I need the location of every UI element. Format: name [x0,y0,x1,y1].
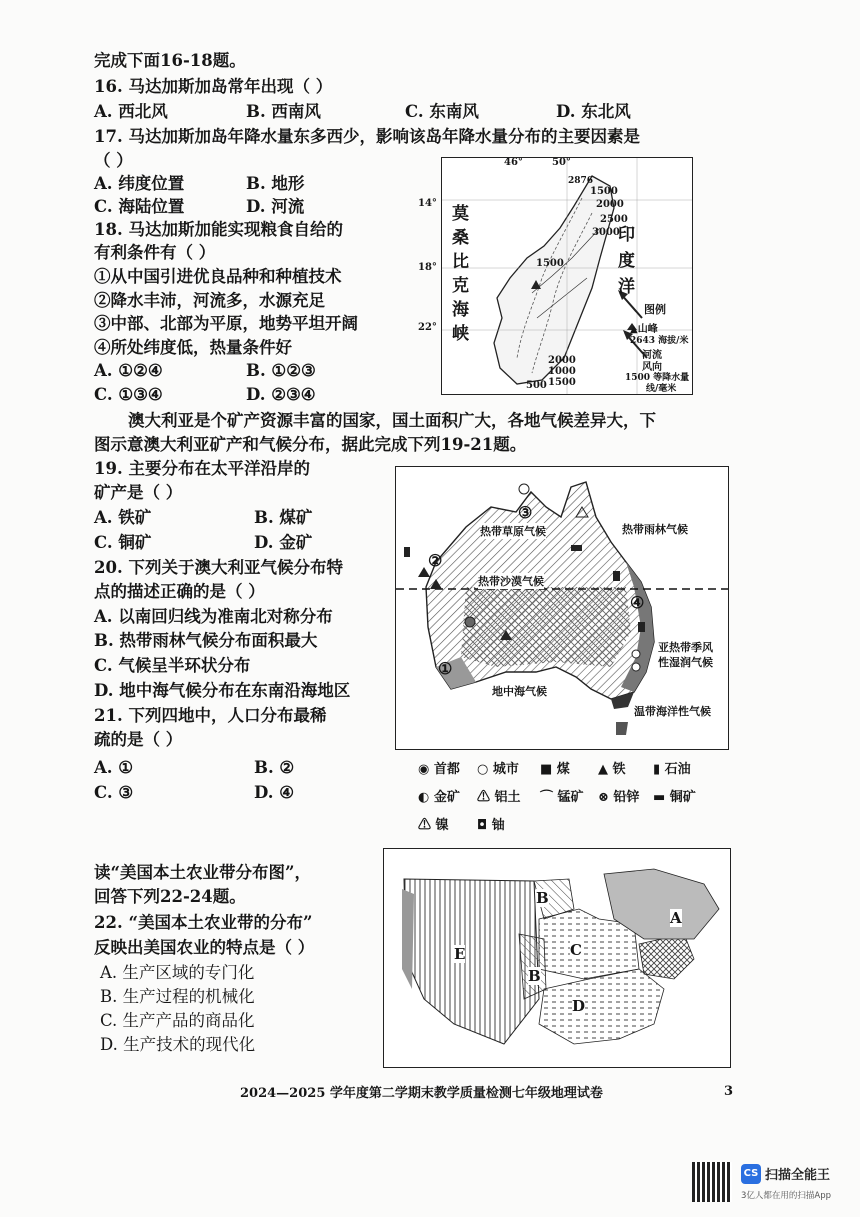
isohyet-label: 2000 [596,199,624,210]
scanner-app-name: 扫描全能王 [765,1168,831,1183]
page-number: 3 [724,1084,734,1099]
zone-label-b: B [536,889,549,907]
legend-manganese: ⌒ 锰矿 [540,790,584,805]
copper-icon [571,545,582,551]
climate-label: 热带草原气候 [480,525,546,538]
marker-2: ② [428,551,443,570]
qr-code-icon [692,1162,732,1202]
option: D. 生产技术的现代化 [100,1035,256,1054]
city-icon [632,663,640,671]
oil-icon [404,547,410,557]
option: C. 海陆位置 [94,197,185,216]
coal-icon [613,571,620,581]
question-19-b: 矿产是（ ） [94,483,183,502]
option: D. 金矿 [254,533,313,552]
legend-item: 2643 海拔/米 [630,336,689,346]
coal-icon [638,622,645,632]
question-18: 18. 马达加斯加能实现粮食自给的 [94,220,343,239]
question-17-paren: （ ） [94,151,133,170]
option: D. 东北风 [556,102,631,121]
question-18-b: 有利条件有（ ） [94,243,216,262]
option: D. 河流 [246,197,305,216]
lat-label: 14° [418,198,437,209]
desert-zone [461,587,631,667]
coast-zone [402,889,414,989]
option: C. 铜矿 [94,533,152,552]
capital-icon [632,650,640,658]
question-20: 20. 下列关于澳大利亚气候分布特 [94,558,343,577]
option: B. ② [254,758,295,777]
legend-iron: ▲ 铁 [598,762,626,777]
statement: ③中部、北部为平原，地势平坦开阔 [94,314,358,333]
option: A. 铁矿 [94,508,152,527]
climate-label: 温带海洋性气候 [634,705,711,718]
legend-nickel: ⚠ 镍 [418,818,449,833]
isohyet-label: 2000 [548,355,576,366]
legend-title: 图例 [644,303,666,316]
question-19: 19. 主要分布在太平洋沿岸的 [94,459,310,478]
zone-e [404,879,539,1044]
option: B. 生产过程的机械化 [100,987,255,1006]
option: A. ① [94,758,134,777]
strait-label: 莫桑比克海峡 [452,204,469,344]
marker-4: ④ [630,593,645,612]
intro-paragraph: 澳大利亚是个矿产资源丰富的国家，国土面积广大，各地气候差异大，下 [128,411,656,430]
option: A. ①②④ [94,361,163,380]
lon-label: 46° [504,157,523,168]
usa-svg [384,849,730,1067]
option: B. 地形 [246,174,305,193]
zone-label-b: B [528,967,541,985]
usa-map [383,848,731,1068]
zone-label-c: C [570,941,582,959]
legend-leadzinc: ⊗ 铅锌 [598,790,640,805]
isohyet-label: 1500 [590,186,618,197]
intro-4: 回答下列22-24题。 [94,887,246,906]
scanner-logo-icon: CS [741,1164,761,1184]
zone-label-a: A [670,909,682,927]
option: A. 纬度位置 [94,174,185,193]
option: C. 气候呈半环状分布 [94,656,251,675]
option: D. ②③④ [246,385,316,404]
intro-3: 读“美国本土农业带分布图”， [94,863,311,882]
option: C. 生产产品的商品化 [100,1011,255,1030]
statement: ④所处纬度低，热量条件好 [94,338,292,357]
option: B. 热带雨林气候分布面积最大 [94,631,318,650]
legend-coal: ■ 煤 [540,762,570,777]
intro-paragraph: 图示意澳大利亚矿产和气候分布，据此完成下列19-21题。 [94,435,527,454]
legend-item: 河流 [642,350,662,361]
question-17: 17. 马达加斯加岛年降水量东多西少，影响该岛年降水量分布的主要因素是 [94,127,640,146]
legend-oil: ▮ 石油 [653,762,691,777]
lat-label: 18° [418,262,437,273]
option: A. 西北风 [94,102,168,121]
marker-1: ① [438,659,453,678]
option: B. 煤矿 [254,508,313,527]
option: D. ④ [254,783,295,802]
option: C. ①③④ [94,385,163,404]
legend-gold: ◐ 金矿 [418,790,460,805]
option: B. 西南风 [246,102,321,121]
climate-label: 亚热带季风 [658,641,713,654]
legend-item: ▲山峰 [630,324,658,335]
australia-map [395,466,729,750]
option: B. ①②③ [246,361,316,380]
isohyet-label: 500 [526,380,547,391]
question-20-b: 点的描述正确的是（ ） [94,582,265,601]
isohyet-label: 2500 [600,214,628,225]
lat-label: 22° [418,322,437,333]
question-22: 22. “美国本土农业带的分布” [94,913,313,932]
scanner-app-tagline: 3亿人都在用的扫描App [741,1191,832,1201]
question-21: 21. 下列四地中，人口分布最稀 [94,706,327,725]
climate-label: 热带沙漠气候 [478,575,544,588]
legend-city: ○ 城市 [477,762,519,777]
marker-3: ③ [518,503,533,522]
peak-label: 2876 [568,176,594,186]
zone-d [539,969,664,1044]
lon-label: 50° [552,157,571,168]
option: A. 生产区域的专门化 [100,963,255,982]
option: C. ③ [94,783,134,802]
question-22-b: 反映出美国农业的特点是（ ） [94,938,315,957]
climate-label: 性湿润气候 [658,656,713,669]
legend-bauxite: ⚠ 铝土 [477,790,521,805]
question-21-b: 疏的是（ ） [94,730,183,749]
text-line: 完成下面16-18题。 [94,51,246,70]
ocean-label: 印度洋 [618,225,635,297]
zone-cotton [639,934,694,979]
legend-item: 线/毫米 [646,384,677,394]
gold-icon [465,617,475,627]
zone-label-e: E [454,945,466,963]
isohyet-label: 3000 [592,227,620,238]
legend-uranium: ◘ 铀 [477,818,505,833]
footer-title: 2024—2025 学年度第二学期末教学质量检测七年级地理试卷 [240,1086,603,1101]
climate-label: 热带雨林气候 [622,523,688,536]
option: C. 东南风 [405,102,479,121]
isohyet-label: 1500 [548,377,576,388]
isohyet-label: 1000 [548,366,576,377]
statement: ②降水丰沛，河流多，水源充足 [94,291,325,310]
climate-label: 地中海气候 [492,685,547,698]
statement: ①从中国引进优良品种和种植技术 [94,267,342,286]
uranium-icon [519,484,529,494]
zone-label-d: D [572,997,586,1015]
isohyet-label: 1500 [536,258,564,269]
tasmania [616,722,628,735]
legend-copper: ▬ 铜矿 [653,790,696,805]
option: D. 地中海气候分布在东南沿海地区 [94,681,351,700]
legend-item: 风向 [642,362,662,373]
question-16: 16. 马达加斯加岛常年出现（ ） [94,77,333,96]
legend-item: 1500 等降水量 [625,373,690,383]
madagascar-map [441,157,693,395]
option: A. 以南回归线为准南北对称分布 [94,607,333,626]
legend-capital: ◉ 首都 [418,762,460,777]
